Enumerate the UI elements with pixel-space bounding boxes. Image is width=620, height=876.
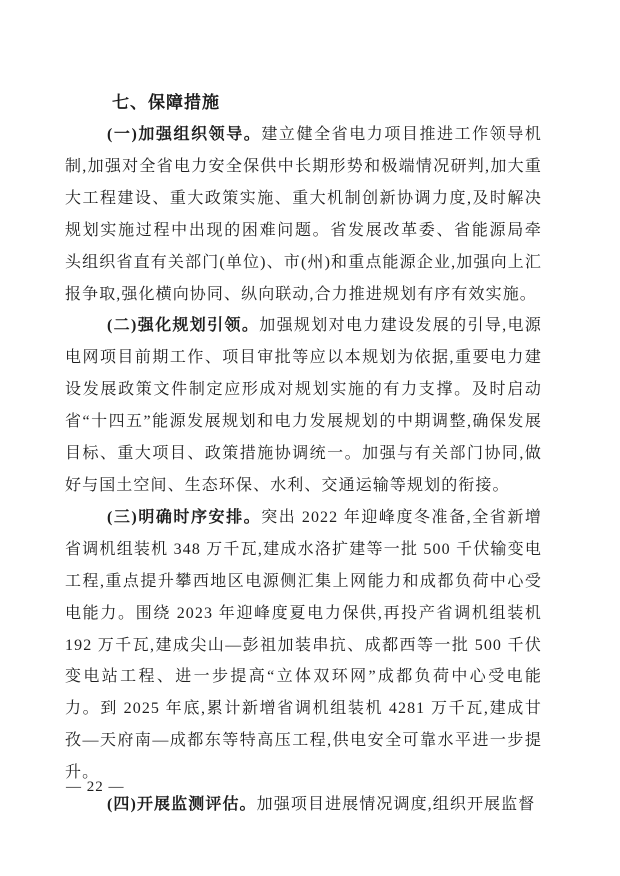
paragraph-lead: (二)强化规划引领。 bbox=[107, 317, 260, 335]
paragraph-text: 建立健全省电力项目推进工作领导机制,加强对全省电力安全保供中长期形势和极端情况研判,加大重大工程建设、重大政策实施、重大机制创新协调力度,及时解决规划实施过程中出现的困难问题。省发展改革委、省能源局牵头组织省直有关部门(单位)、市(州)和重点能源企业,加强向上汇报争取,强化横向协同、纵向联动,合力推进规划有序有效实施。 bbox=[65, 126, 542, 303]
paragraph-lead: (三)明确时序安排。 bbox=[107, 508, 262, 526]
paragraph-lead: (四)开展监测评估。 bbox=[107, 796, 257, 814]
paragraph bbox=[65, 310, 542, 501]
paragraphs-container bbox=[65, 119, 542, 821]
section-heading: 七、保障措施 bbox=[112, 93, 220, 112]
paragraph-text: 突出 2022 年迎峰度冬准备,全省新增省调机组装机 348 万千瓦,建成水洛扩建等一批 500 千伏输变电工程,重点提升攀西地区电源侧汇集上网能力和成都负荷中心受电能力。围绕 2023 年迎峰度夏电力保供,再投产省调机组装机 192 万千瓦,建成尖山—彭祖加装串抗、成都西等一批 500 千伏变电站工程、进一步提高“立体双环网”成都负荷中心受电能力。到 2025 年底,累计新增省调机组装机 4281 万千瓦,建成甘孜—天府南—成都东等特高压工程,供电安全可靠水平进一步提升。 bbox=[65, 508, 542, 782]
paragraph bbox=[65, 119, 542, 310]
paragraph-text: 加强规划对电力建设发展的引导,电源电网项目前期工作、项目审批等应以本规划为依据,重要电力建设发展政策文件制定应形成对规划实施的有力支撑。及时启动省“十四五”能源发展规划和电力发展规划的中期调整,确保发展目标、重大项目、政策措施协调统一。加强与有关部门协同,做好与国土空间、生态环保、水利、交通运输等规划的衔接。 bbox=[65, 317, 542, 494]
text-content bbox=[65, 87, 542, 821]
paragraph bbox=[65, 502, 542, 789]
paragraph-lead: (一)加强组织领导。 bbox=[107, 126, 262, 143]
paragraph bbox=[65, 789, 542, 821]
page-number: — 22 — bbox=[66, 779, 125, 795]
paragraph-text: 加强项目进展情况调度,组织开展监督 bbox=[256, 796, 536, 814]
